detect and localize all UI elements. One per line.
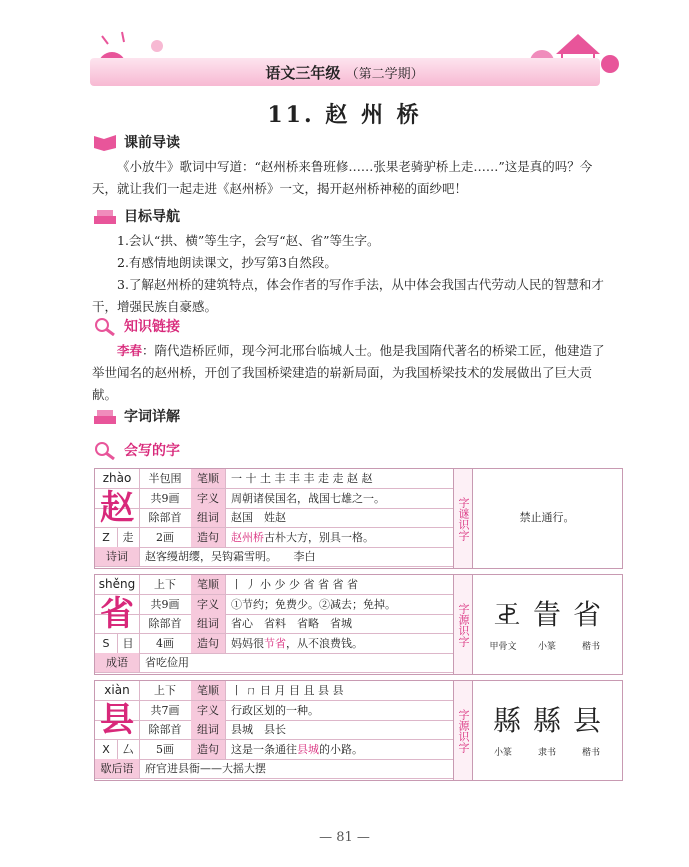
- section-vocab-heading: 字词详解: [92, 406, 180, 426]
- glyph-楷书: 县: [573, 704, 602, 737]
- section-write-chars-heading: 会写的字: [92, 440, 180, 460]
- pinyin: shěng: [95, 575, 140, 594]
- glyph-label: 隶书: [537, 748, 556, 758]
- radical-stroke-count: 2画: [139, 528, 192, 547]
- side-label: 字源识字: [453, 575, 473, 674]
- capital-letter: X: [95, 740, 118, 759]
- words: 赵国 姓赵: [225, 508, 454, 527]
- side-label: 字谜识字: [453, 469, 473, 568]
- books-icon: [92, 206, 118, 226]
- character-origin: [472, 575, 622, 674]
- magnifier-icon: [92, 316, 118, 336]
- glyph-甲骨文: 𢀓: [492, 598, 521, 631]
- example-sentence: 赵州桥古朴大方，别具一格。: [225, 528, 454, 547]
- words-label: 组词: [191, 720, 226, 739]
- sentence-label: 造句: [191, 528, 226, 547]
- book-icon: [92, 132, 118, 152]
- capital-letter: Z: [95, 528, 118, 547]
- meaning: 行政区划的一种。: [225, 701, 454, 720]
- meaning: 周朝诸侯国名，战国七雄之一。: [225, 489, 454, 508]
- glyph-label: 楷书: [581, 748, 600, 758]
- goal-item: 1.会认“拱、横”等生字，会写“赵、省”等生字。: [117, 233, 380, 248]
- book-title: [62, 62, 627, 83]
- example-sentence: 这是一条通往县城的小路。: [225, 740, 454, 759]
- goal-item: 2.有感情地朗读课文，抄写第3自然段。: [117, 255, 337, 270]
- capital-letter: S: [95, 634, 118, 653]
- example-sentence: 妈妈很节省，从不浪费钱。: [225, 634, 454, 653]
- sentence-highlight: 赵州桥: [231, 530, 264, 544]
- stroke-order: 丨 丿 小 少 少 省 省 省 省: [225, 575, 454, 594]
- big-character: 省: [95, 595, 140, 634]
- glyph-小篆: 眚: [532, 598, 561, 631]
- pinyin: zhào: [95, 469, 140, 488]
- page-number: — 81 —: [319, 830, 370, 845]
- words-label: 组词: [191, 508, 226, 527]
- big-character: 县: [95, 701, 140, 740]
- structure: 半包围: [139, 469, 192, 488]
- sentence-highlight: 节省: [264, 636, 286, 650]
- words: 省心 省料 省略 省城: [225, 614, 454, 633]
- meaning-label: 字义: [191, 489, 226, 508]
- glyph-label: 小篆: [537, 642, 556, 652]
- structure: 上下: [139, 575, 192, 594]
- structure: 上下: [139, 681, 192, 700]
- radical: 厶: [117, 740, 140, 759]
- character-card-zhào: [94, 468, 623, 569]
- stroke-order-label: 笔顺: [191, 469, 226, 488]
- page-header: [62, 18, 627, 90]
- stroke-count: 共7画: [139, 701, 192, 720]
- preview-text: 《小放牛》歌词中写道：“赵州桥来鲁班修……张果老骑驴桥上走……”这是真的吗？今天，就让我们一起走进《赵州桥》一文，揭开赵州桥神秘的面纱吧！: [92, 159, 593, 196]
- character-card-xiàn: [94, 680, 623, 781]
- knowledge-text: [92, 340, 612, 406]
- radical-label: 除部首: [139, 720, 192, 739]
- sentence-label: 造句: [191, 634, 226, 653]
- goals-list: [92, 230, 612, 318]
- extra-label: 成语: [95, 653, 140, 672]
- section-preview-heading: 课前导读: [92, 132, 180, 152]
- stroke-count: 共9画: [139, 489, 192, 508]
- extra-label: 歇后语: [95, 759, 140, 778]
- magnifier-icon: [92, 440, 118, 460]
- side-label: 字源识字: [453, 681, 473, 780]
- books-icon: [92, 406, 118, 426]
- section-knowledge-heading: 知识链接: [92, 316, 180, 336]
- goal-item: 3.了解赵州桥的建筑特点，体会作者的写作手法，从中体会我国古代劳动人民的智慧和才干，增强民族自豪感。: [92, 277, 604, 314]
- extra-content: 省吃俭用: [139, 653, 454, 672]
- stroke-order: 一 十 土 丰 丰 丰 走 走 赵 赵: [225, 469, 454, 488]
- words-label: 组词: [191, 614, 226, 633]
- meaning: ①节约；免费少。②减去；免掉。: [225, 595, 454, 614]
- radical-label: 除部首: [139, 508, 192, 527]
- radical: 走: [117, 528, 140, 547]
- meaning-label: 字义: [191, 701, 226, 720]
- glyph-隶书: 縣: [532, 704, 561, 737]
- sentence-label: 造句: [191, 740, 226, 759]
- glyph-小篆: 縣: [492, 704, 521, 737]
- words: 县城 县长: [225, 720, 454, 739]
- glyph-楷书: 省: [573, 598, 602, 631]
- radical-stroke-count: 4画: [139, 634, 192, 653]
- riddle-text: 禁止通行。: [519, 511, 575, 524]
- knowledge-name: 李春: [117, 343, 143, 358]
- radical: 目: [117, 634, 140, 653]
- stroke-order-label: 笔顺: [191, 681, 226, 700]
- extra-content: 赵客缦胡缨，吴钩霜雪明。 李白: [139, 547, 454, 566]
- character-card-shěng: [94, 574, 623, 675]
- glyph-label: 甲骨文: [489, 642, 517, 652]
- extra-content: 府官进县衙——大摇大摆: [139, 759, 454, 778]
- stroke-order: 丨 ㄇ 日 月 目 且 县 县: [225, 681, 454, 700]
- stroke-order-label: 笔顺: [191, 575, 226, 594]
- character-origin: [472, 681, 622, 780]
- meaning-label: 字义: [191, 595, 226, 614]
- stroke-count: 共9画: [139, 595, 192, 614]
- lesson-title: 11. 赵 州 桥: [267, 102, 422, 128]
- character-origin: [472, 469, 622, 568]
- radical-label: 除部首: [139, 614, 192, 633]
- knowledge-body: ：隋代造桥匠师，现今河北邢台临城人士。他是我国隋代著名的桥梁工匠，他建造了举世闻名的赵州桥，开创了我国桥梁建造的崭新局面，为我国桥梁技术的发展做出了巨大贡献。: [92, 343, 605, 402]
- radical-stroke-count: 5画: [139, 740, 192, 759]
- section-goals-heading: 目标导航: [92, 206, 180, 226]
- book-title-sub: （第二学期）: [345, 67, 424, 82]
- book-title-main: 语文三年级: [265, 64, 341, 82]
- glyph-label: 小篆: [493, 748, 512, 758]
- extra-label: 诗词: [95, 547, 140, 566]
- big-character: 赵: [95, 489, 140, 528]
- pinyin: xiàn: [95, 681, 140, 700]
- glyph-label: 楷书: [581, 642, 600, 652]
- sentence-highlight: 县城: [297, 742, 319, 756]
